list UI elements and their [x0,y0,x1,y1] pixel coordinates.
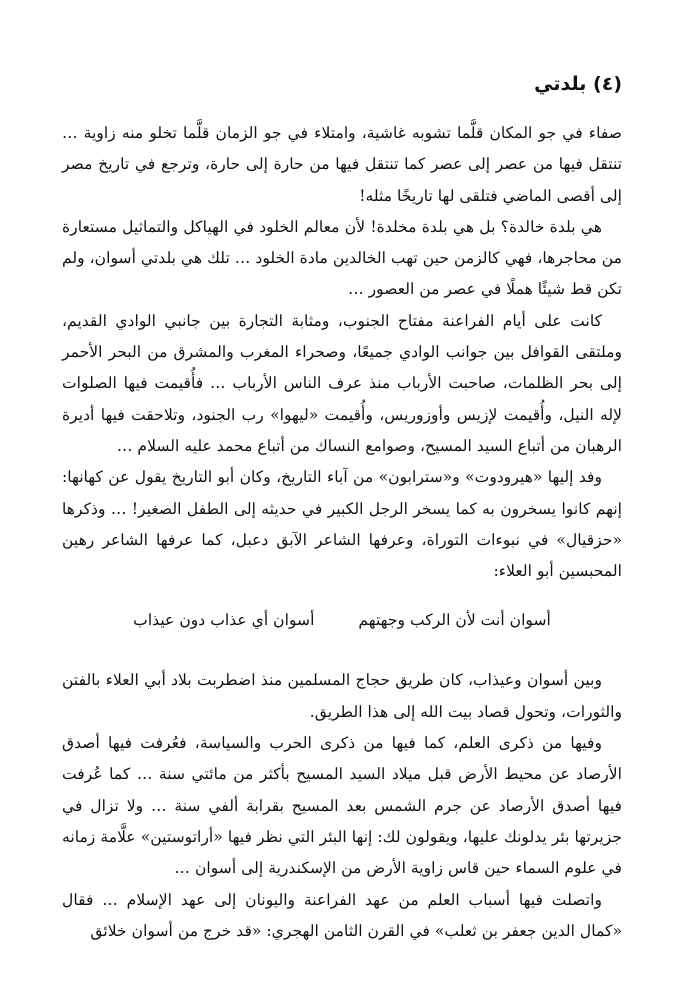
paragraph-6: وفيها من ذكرى العلم، كما فيها من ذكرى الحرب والسياسة، فعُرفت فيها أصدق الأرصاد عن محيط الأرض قبل ميلاد السيد المسيح بأكثر من مائتي سنة … كما عُرفت فيها أصدق الأرصاد عن جرم الشمس بعد المسيح بقرابة ألفي سنة … ولا تزال في جزيرتها بئر يدلونك عليها، ويقولون لك: إنها البئر التي نظر فيها «أراتوستين» علَّامة زمانه في علوم السماء حين قاس زاوية الأرض من الإسكندرية إلى أسوان … [62,734,622,878]
verse-second-hemistich: أسوان أي عذاب دون عيذاب [133,611,315,630]
paragraph-5: وبين أسوان وعيذاب، كان طريق حجاج المسلمين منذ اضطربت بلاد أبي العلاء بالفتن والثورات، وتحول قصاد بيت الله إلى هذا الطريق. [62,671,622,721]
paragraph-4: وفد إليها «هيرودوت» و«سترابون» من آباء التاريخ، وكان أبو التاريخ يقول عن كهانها: إنهم كانوا يسخرون به كما يسخر الرجل الكبير في حديثه إلى الطفل الصغير! … وذكرها «حزقيال» في نبوءات التوراة، وعرفها الشاعر الآبق دعبل، كما عرفها الشاعر رهين المحبسين أبو العلاء: [62,468,622,581]
chapter-heading: (٤) بلدتي [534,73,622,95]
paragraph-1: صفاء في جو المكان قلَّما تشوبه غاشية، وامتلاء في جو الزمان قلَّما تخلو منه زاوية … تنتقل فيها من عصر إلى عصر كما تنتقل فيها من حارة إلى حارة، وترجع في تاريخ مصر إلى أقصى الماضي فتلقى لها تاريخًا مثله! [62,124,622,205]
paragraph-7: واتصلت فيها أسباب العلم من عهد الفراعنة واليونان إلى عهد الإسلام … فقال «كمال الدين جعفر بن ثعلب» في القرن الثامن الهجري: «قد خرج من أسوان خلائق [62,890,622,940]
paragraph-3: كانت على أيام الفراعنة مفتاح الجنوب، ومثابة التجارة بين جانبي الوادي القديم، وملتقى القوافل بين جوانب الوادي جميعًا، وصحراء المغرب والمشرق من البحر الأحمر إلى بحر الظلمات، صاحبت الأرباب منذ عرف الناس الأرباب … فأُقيمت فيها الصلوات لإله النيل، وأُقيمت لإزيس وأوزوريس، وأُقيمت «ليهوا» رب الجنود، وتلاحقت فيها أديرة الرهبان من أتباع السيد المسيح، وصوامع النساك من أتباع محمد عليه السلام … [62,311,622,455]
verse-first-hemistich: أسوان أنت لأن الركب وجهتهم [358,611,551,630]
paragraph-2: هي بلدة خالدة؟ بل هي بلدة مخلدة! لأن معالم الخلود في الهياكل والتماثيل مستعارة من محاجرها، فهي كالزمن حين تهب الخالدين مادة الخلود … تلك هي بلدتي أسوان، ولم تكن قط شيئًا هملًا في عصر من العصور … [62,217,622,299]
poem-verse [62,605,622,635]
